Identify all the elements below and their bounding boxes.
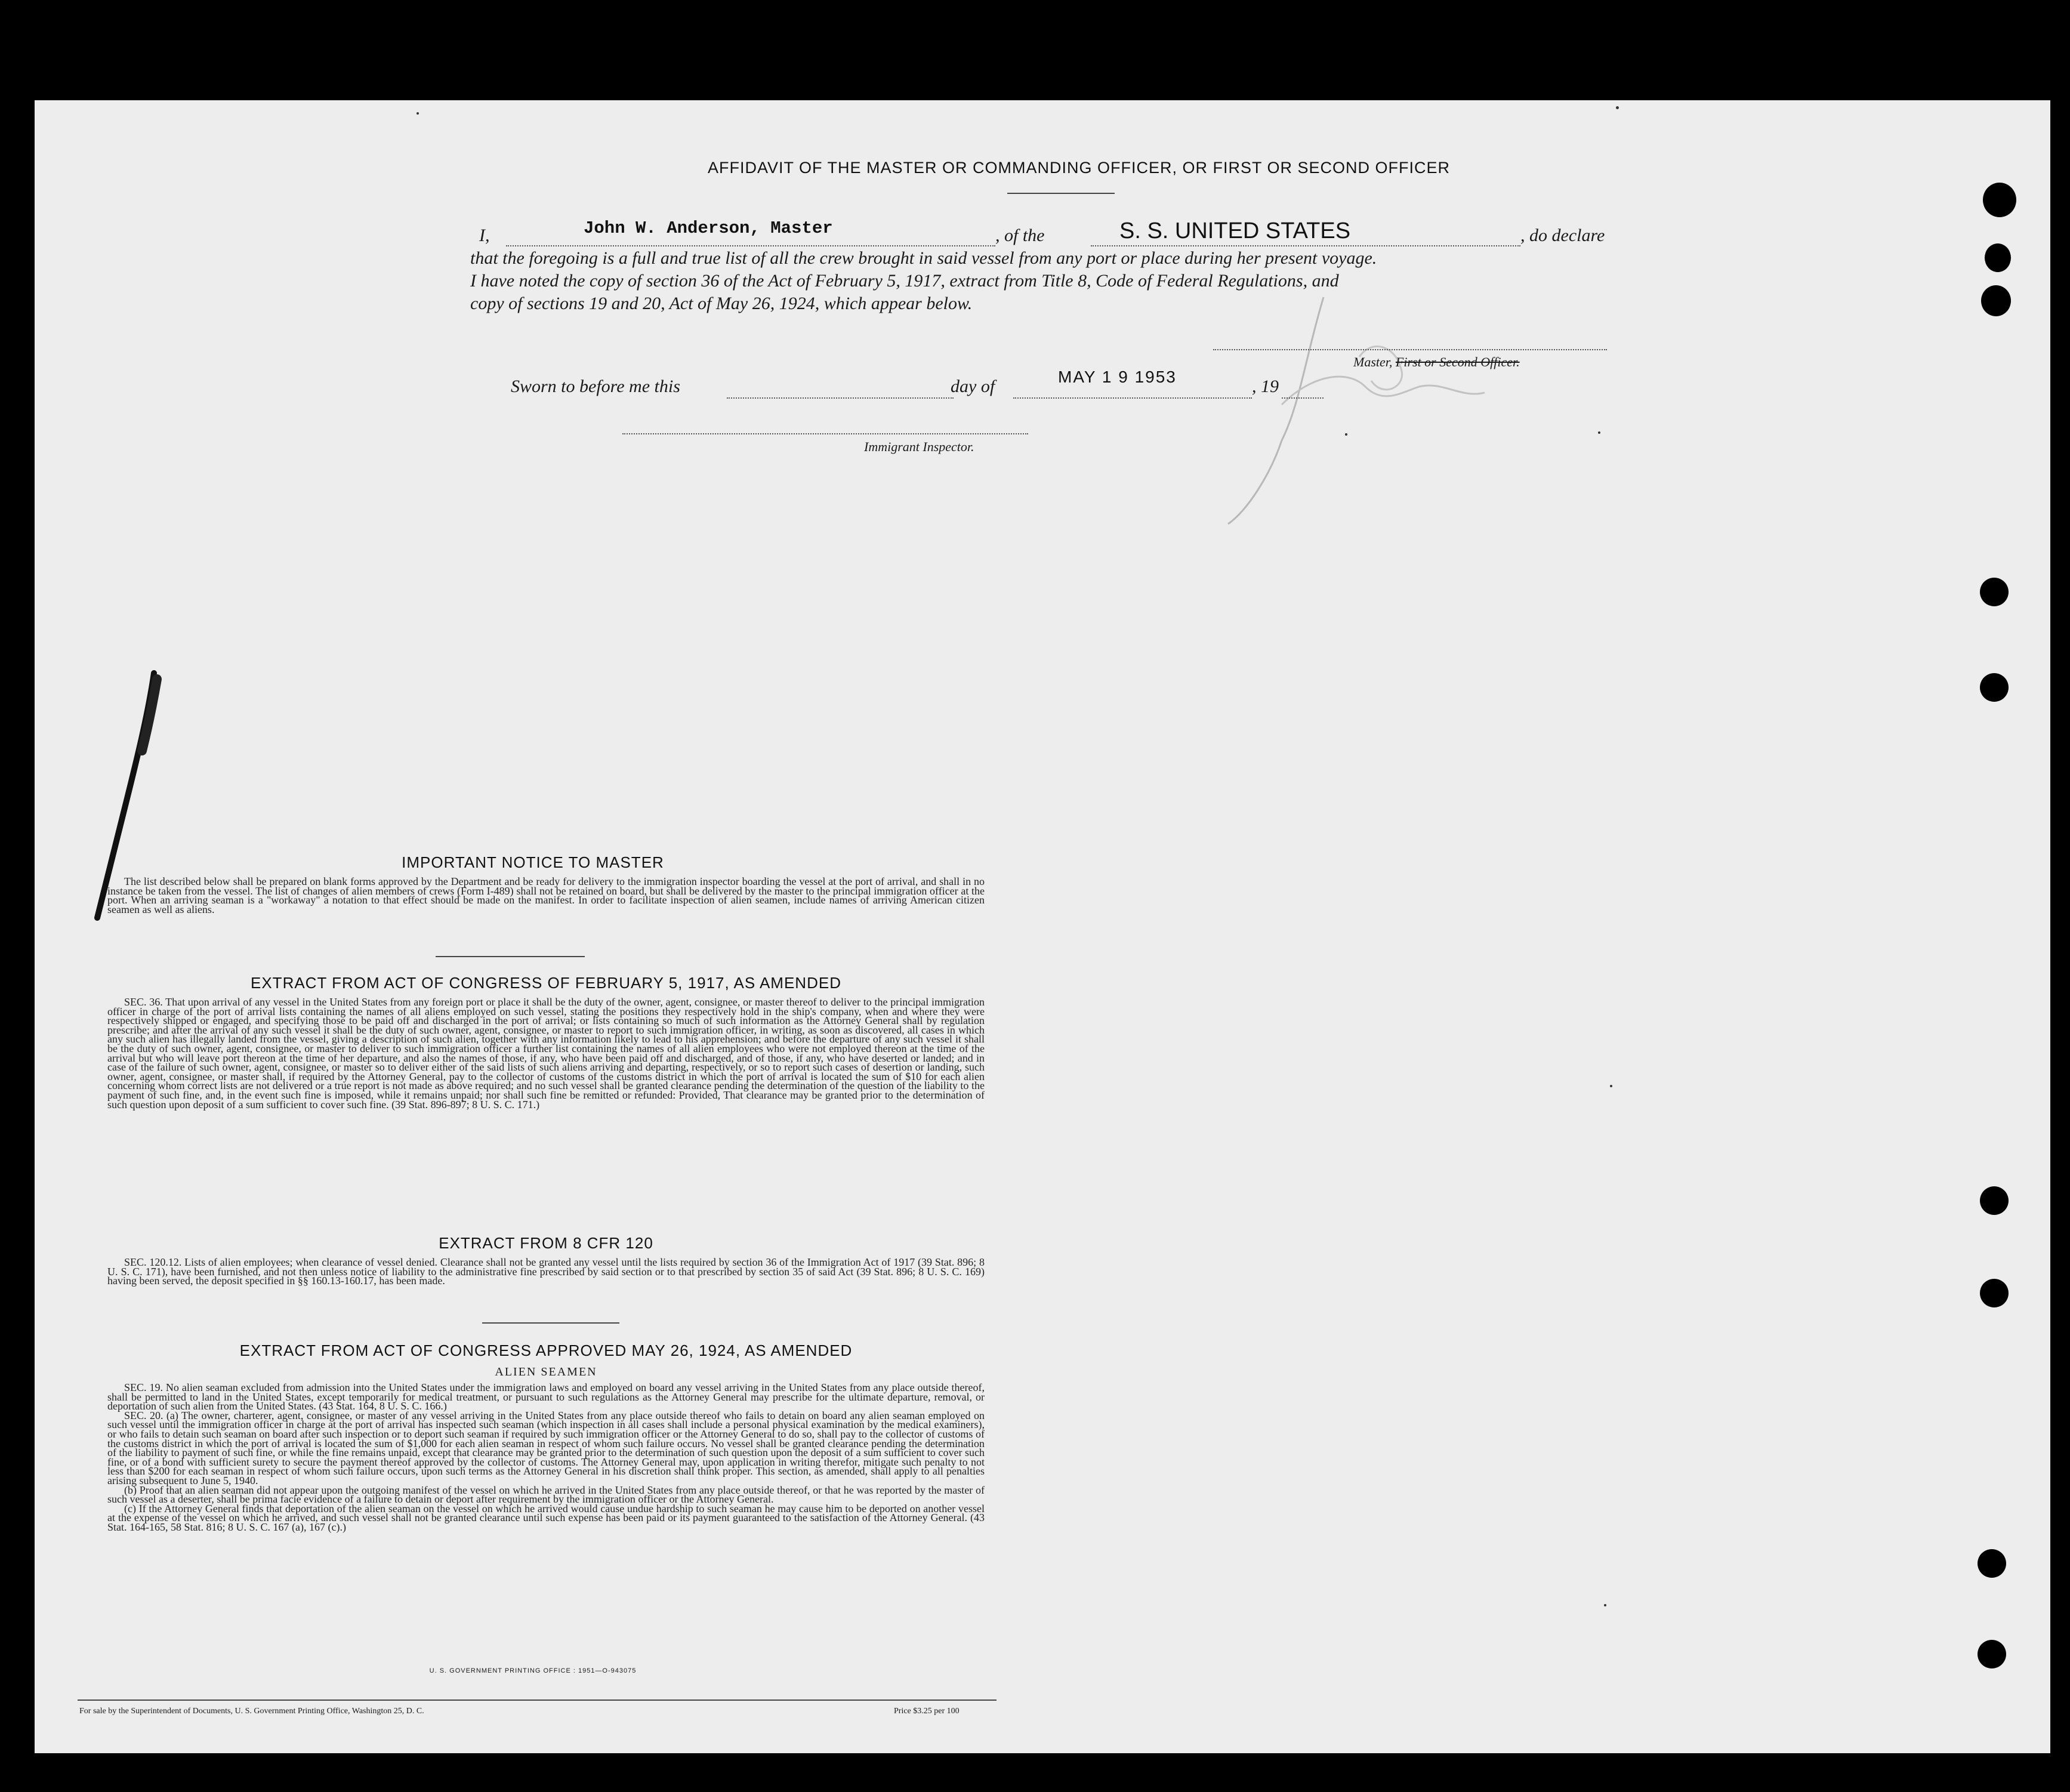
extract-1917-title: EXTRACT FROM ACT OF CONGRESS OF FEBRUARY 5, 1917, AS AMENDED [251,974,841,992]
notice-text [107,877,985,914]
master-label: Master, [1353,354,1393,369]
gpo-imprint: U. S. GOVERNMENT PRINTING OFFICE : 1951—O-943075 [429,1667,637,1674]
of-the-text: , of the [995,226,1045,245]
notice-divider [436,956,585,957]
footer-rule [78,1700,997,1701]
struck-officer-label: First or Second Officer. [1395,354,1520,369]
do-declare-text: , do declare [1520,226,1605,245]
declaration-prefix: I, [479,226,490,245]
sec-20a-paragraph: SEC. 20. (a) The owner, charterer, agent, consignee, or master of any vessel arriving in the United States from any place outside thereof who fails to detain on board any alien seaman employed on such vessel until the immigration officer in charge at the port of arrival has inspected such seaman (which inspection in all cases shall include a personal physical examination by the medical examiners), or who fails to detain such seaman on board after such inspection or to deport such seaman if required by such immigration officer or the Attorney General to do so, shall pay to the collector of customs of the customs district in which the port of arrival is located the sum of $1,000 for each alien seaman in respect of whom such failure occurs. No vessel shall be granted clearance pending the determination of the liability to payment of such fine, or while the fine remains unpaid, except that clearance may be granted prior to the determination of such question upon the deposit of a sum sufficient to cover such fine, or of a bond with sufficient surety to secure the payment thereof approved by the collector of customs. The Attorney General may, upon application in writing therefor, mitigate such penalty to not less than $200 for each seaman in respect of whom such failure occurs, upon such terms as the Attorney General in his discretion shall think proper. This section, as amended, shall apply to all penalties arising subsequent to June 5, 1940. [107,1409,985,1486]
title-divider [1007,193,1115,194]
affidavit-body-3: copy of sections 19 and 20, Act of May 26, 1924, which appear below. [470,294,973,313]
day-of-text: day of [951,377,995,396]
alien-seamen-subtitle: ALIEN SEAMEN [495,1365,597,1378]
scan-ink-streak [82,667,214,930]
binder-hole [1978,1640,2006,1668]
master-signature [1204,285,1622,536]
scan-speck [1345,433,1347,436]
inspector-label: Immigrant Inspector. [864,439,974,454]
scan-speck [1604,1604,1606,1606]
cfr-divider [482,1322,619,1324]
scan-speck [1616,106,1619,109]
year-prefix: , 19 [1252,377,1279,396]
binder-hole [1985,243,2011,272]
affidavit-body-2: I have noted the copy of section 36 of the Act of February 5, 1917, extract from Title 8, Code of Federal Regulations, and [470,271,1339,291]
sec-20c-paragraph: (c) If the Attorney General finds that deportation of the alien seaman on the vessel on which he arrived would cause undue hardship to such seaman he may cause him to be deported on another vessel at the expense of the vessel on which he arrived, and such vessel shall not be granted clearance until such expense has been paid or its payment guaranteed to the satisfaction of the Attorney General. (43 Stat. 164-165, 58 Stat. 816; 8 U. S. C. 167 (a), 167 (c).) [107,1502,985,1533]
sec-36-paragraph: SEC. 36. That upon arrival of any vessel in the United States from any foreign port or place it shall be the duty of the owner, agent, consignee, or master thereof to deliver to the principal immigration officer in charge of the port of arrival lists containing the names of all aliens employed on such vessel, stating the positions they respectively hold in the ship's company, when and where they were respectively shipped or engaged, and specifying those to be paid off and discharged in the port of arrival; or lists containing so much of such information as the Attorney General shall by regulation prescribe; and after the arrival of any such vessel it shall be the duty of such owner, agent, consignee, or master to report to such immigration officer, in writing, as soon as discovered, all cases in which any such alien has illegally landed from the vessel, giving a description of such alien, together with any information likely to lead to his apprehension; and before the departure of any such vessel it shall be the duty of such owner, agent, consignee, or master to deliver to such immigration officer a further list containing the names of all alien employees who were not employed thereon at the time of the arrival but who will leave port thereon at the time of her departure, and also the names of those, if any, who have been paid off and discharged, and of those, if any, who have deserted or landed; and in case of the failure of such owner, agent, consignee, or master so to deliver either of the said lists of such aliens arriving and departing, respectively, or so to report such cases of desertion or landing, such owner, agent, consignee, or master shall, if required by the Attorney General, pay to the collector of customs of the customs district in which the port of arrival is located the sum of $10 for each alien concerning whom correct lists are not delivered or a true report is not made as above required; and no such vessel shall be granted clearance pending the determination of the question of the liability to the payment of such fine, and, in the event such fine is imposed, while it remains unpaid; nor shall such fine be remitted or refunded: Provided, That clearance may be granted prior to the determination of such question upon deposit of a sum sufficient to cover such fine. (39 Stat. 896-897; 8 U. S. C. 171.) [107,996,985,1111]
notice-paragraph: The list described below shall be prepared on blank forms approved by the Department and be ready for delivery to the immigration inspector boarding the vessel at the port of arrival, and shall in no instance be taken from the vessel. The list of changes of alien members of crews (Form I-489) shall not be retained on board, but shall be delivered by the master to the principal immigration officer at the port. When an arriving seaman is a "workaway" a notation to that effect should be made on the manifest. In order to facilitate inspection of alien seamen, include names of arriving American citizen seamen as well as aliens. [107,875,985,915]
extract-cfr-title: EXTRACT FROM 8 CFR 120 [439,1234,653,1252]
year-field [1282,376,1324,399]
extract-1917-text [107,998,985,1109]
scan-speck [1610,1085,1612,1087]
scan-speck [417,112,419,115]
for-sale-note: For sale by the Superintendent of Documents, U. S. Government Printing Office, Washington 25, D. C. [79,1707,424,1716]
binder-hole [1981,285,2011,316]
sworn-prefix: Sworn to before me this [511,377,680,396]
binder-hole [1978,1549,2006,1578]
affidavit-title: AFFIDAVIT OF THE MASTER OR COMMANDING OFFICER, OR FIRST OR SECOND OFFICER [707,159,1451,177]
price-note: Price $3.25 per 100 [894,1707,960,1716]
extract-1924-title: EXTRACT FROM ACT OF CONGRESS APPROVED MAY 26, 1924, AS AMENDED [239,1341,853,1359]
inspector-signature-line [622,432,1028,434]
binder-hole [1980,578,2009,606]
notice-title: IMPORTANT NOTICE TO MASTER [402,853,664,871]
sworn-day-field [727,376,954,399]
sec-19-paragraph: SEC. 19. No alien seaman excluded from admission into the United States under the immigration laws and employed on board any vessel arriving in the United States from any place outside thereof, shall be permitted to land in the United States, except temporarily for medical treatment, or pursuant to such regulations as the Attorney General may prescribe for the ultimate departure, removal, or deportation of such alien from the United States. (43 Stat. 164, 8 U. S. C. 166.) [107,1381,985,1412]
extract-cfr-text [107,1258,985,1286]
affidavit-body-1: that the foregoing is a full and true list of all the crew brought in said vessel from any port or place during her present voyage. [470,248,1377,268]
sec-120-12-paragraph: SEC. 120.12. Lists of alien employees; when clearance of vessel denied. Clearance shall not be granted any vessel until the lists required by section 36 of the Immigration Act of 1917 (39 Stat. 896; 8 U. S. C. 171), have been furnished, and not then unless notice of liability to the administrative fine prescribed by said section or to that prescribed by section 35 of said Act (39 Stat. 896; 8 U. S. C. 169) having been served, the deposit specified in §§ 160.13-160.17, has been made. [107,1256,985,1287]
binder-hole [1983,183,2016,217]
scan-speck [1598,431,1600,434]
date-stamp: MAY 1 9 1953 [1058,368,1177,386]
sec-20b-paragraph: (b) Proof that an alien seaman did not appear upon the outgoing manifest of the vessel on which he arrived in the United States from any place outside thereof, or that he was reported by the master of such vessel as a deserter, shall be prima facie evidence of a failure to detain or deport after requirement by the immigration officer or the Attorney General. [107,1483,985,1506]
document-page [35,100,2050,1753]
declarant-name: John W. Anderson, Master [584,218,833,238]
signature-line [1213,348,1607,350]
vessel-name: S. S. UNITED STATES [1119,218,1351,243]
master-sig-label [1353,354,1520,370]
extract-1924-text [107,1383,985,1532]
binder-hole [1980,1186,2009,1215]
binder-hole [1980,1279,2009,1307]
binder-hole [1980,673,2009,702]
